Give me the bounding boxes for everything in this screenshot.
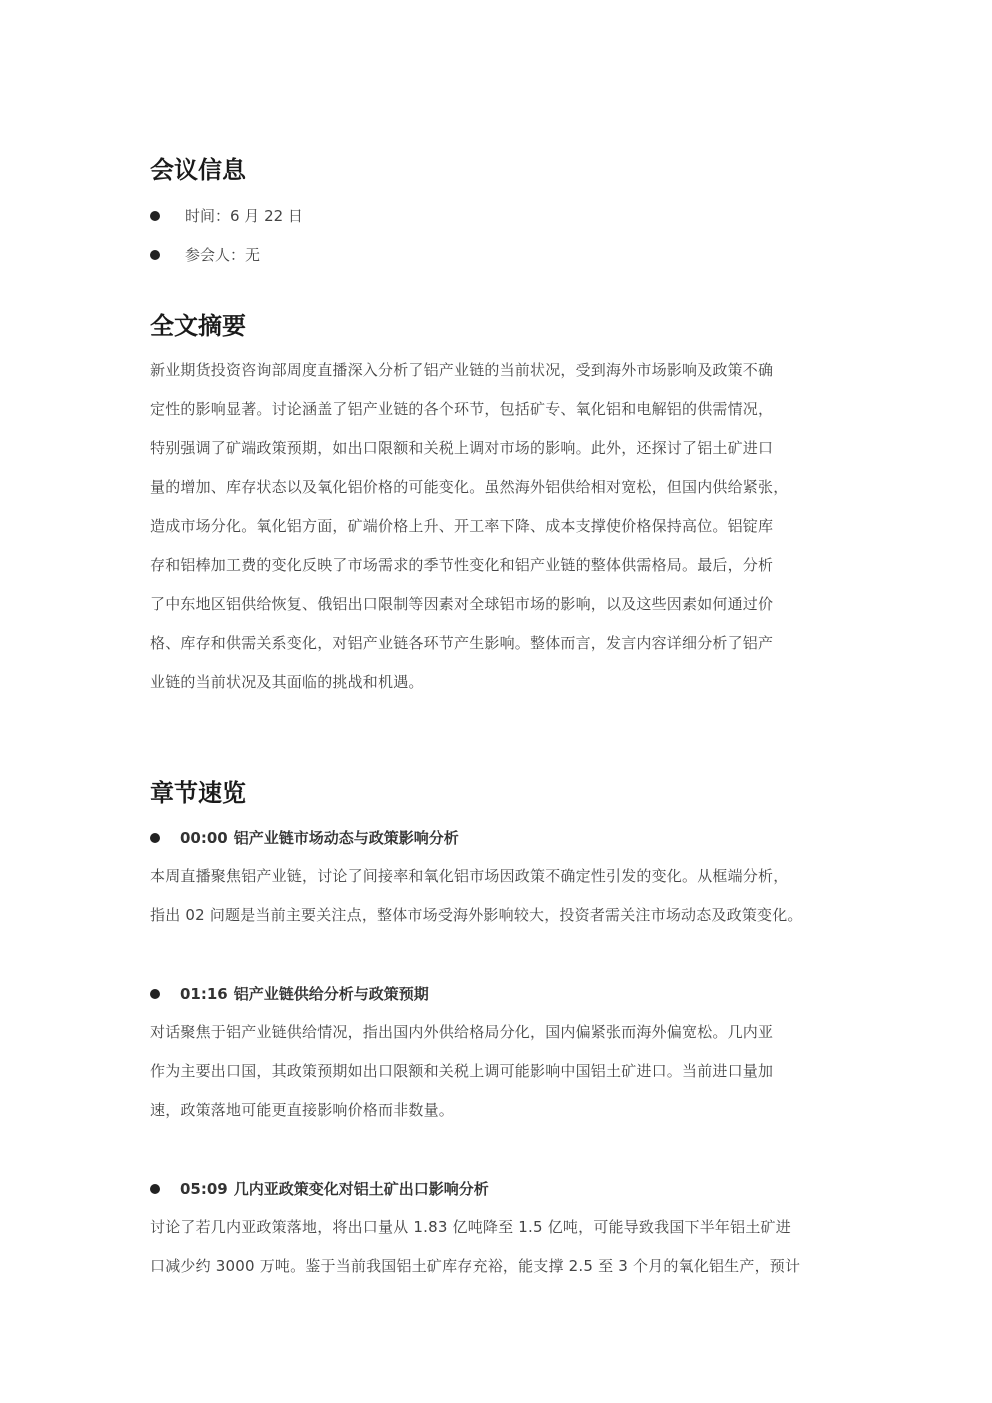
meeting-time-text: 时间：6 月 22 日: [185, 207, 303, 225]
chapter-line: 作为主要出口国，其政策预期如出口限额和关税上调可能影响中国铝土矿进口。当前进口量加: [150, 1062, 774, 1080]
chapter-line: 指出 02 问题是当前主要关注点，整体市场受海外影响较大，投资者需关注市场动态及政策变化。: [150, 906, 803, 924]
summary-heading: 全文摘要: [150, 312, 246, 340]
summary-line: 业链的当前状况及其面临的挑战和机遇。: [150, 673, 424, 691]
summary-line: 新业期货投资咨询部周度直播深入分析了铝产业链的当前状况，受到海外市场影响及政策不确: [150, 361, 774, 379]
chapter-title: [180, 1178, 489, 1199]
chapter-paragraph: [150, 857, 870, 935]
summary-line: 定性的影响显著。讨论涵盖了铝产业链的各个环节，包括矿专、氧化铝和电解铝的供需情况，: [150, 400, 774, 418]
meeting-attendees-text: 参会人：无: [185, 246, 261, 264]
chapter-line: 讨论了若几内亚政策落地，将出口量从 1.83 亿吨降至 1.5 亿吨，可能导致我国下半年铝土矿进: [150, 1218, 791, 1236]
summary-paragraph: [150, 351, 855, 702]
summary-line: 存和铝棒加工费的变化反映了市场需求的季节性变化和铝产业链的整体供需格局。最后，分析: [150, 556, 774, 574]
chapter-timestamp: 00:00: [180, 829, 228, 847]
bullet-icon: [150, 989, 160, 999]
chapter-title-text: 几内亚政策变化对铝土矿出口影响分析: [233, 1180, 489, 1198]
chapter-title-text: 铝产业链供给分析与政策预期: [233, 985, 429, 1003]
chapter-title-text: 铝产业链市场动态与政策影响分析: [233, 829, 459, 847]
chapter-paragraph: [150, 1208, 855, 1286]
summary-line: 了中东地区铝供给恢复、俄铝出口限制等因素对全球铝市场的影响，以及这些因素如何通过价: [150, 595, 774, 613]
chapter-title: [180, 827, 459, 848]
chapter-line: 口减少约 3000 万吨。鉴于当前我国铝土矿库存充裕，能支撑 2.5 至 3 个月的氧化铝生产，预计: [150, 1257, 801, 1275]
bullet-icon: [150, 833, 160, 843]
chapter-line: 对话聚焦于铝产业链供给情况，指出国内外供给格局分化，国内偏紧张而海外偏宽松。几内亚: [150, 1023, 774, 1041]
chapter-line: 速，政策落地可能更直接影响价格而非数量。: [150, 1101, 455, 1119]
chapters-heading: 章节速览: [150, 779, 246, 807]
chapter-timestamp: 05:09: [180, 1180, 228, 1198]
chapter-title: [180, 983, 429, 1004]
bullet-icon: [150, 1184, 160, 1194]
chapter-line: 本周直播聚焦铝产业链，讨论了间接率和氧化铝市场因政策不确定性引发的变化。从框端分析，: [150, 867, 789, 885]
bullet-icon: [150, 211, 160, 221]
summary-line: 特别强调了矿端政策预期，如出口限额和关税上调对市场的影响。此外，还探讨了铝土矿进口: [150, 439, 774, 457]
summary-line: 造成市场分化。氧化铝方面，矿端价格上升、开工率下降、成本支撑使价格保持高位。铝锭库: [150, 517, 774, 535]
chapter-timestamp: 01:16: [180, 985, 228, 1003]
summary-line: 量的增加、库存状态以及氧化铝价格的可能变化。虽然海外铝供给相对宽松，但国内供给紧张，: [150, 478, 789, 496]
chapter-paragraph: [150, 1013, 855, 1130]
summary-line: 格、库存和供需关系变化，对铝产业链各环节产生影响。整体而言，发言内容详细分析了铝产: [150, 634, 774, 652]
meeting-info-heading: 会议信息: [150, 156, 246, 184]
bullet-icon: [150, 250, 160, 260]
